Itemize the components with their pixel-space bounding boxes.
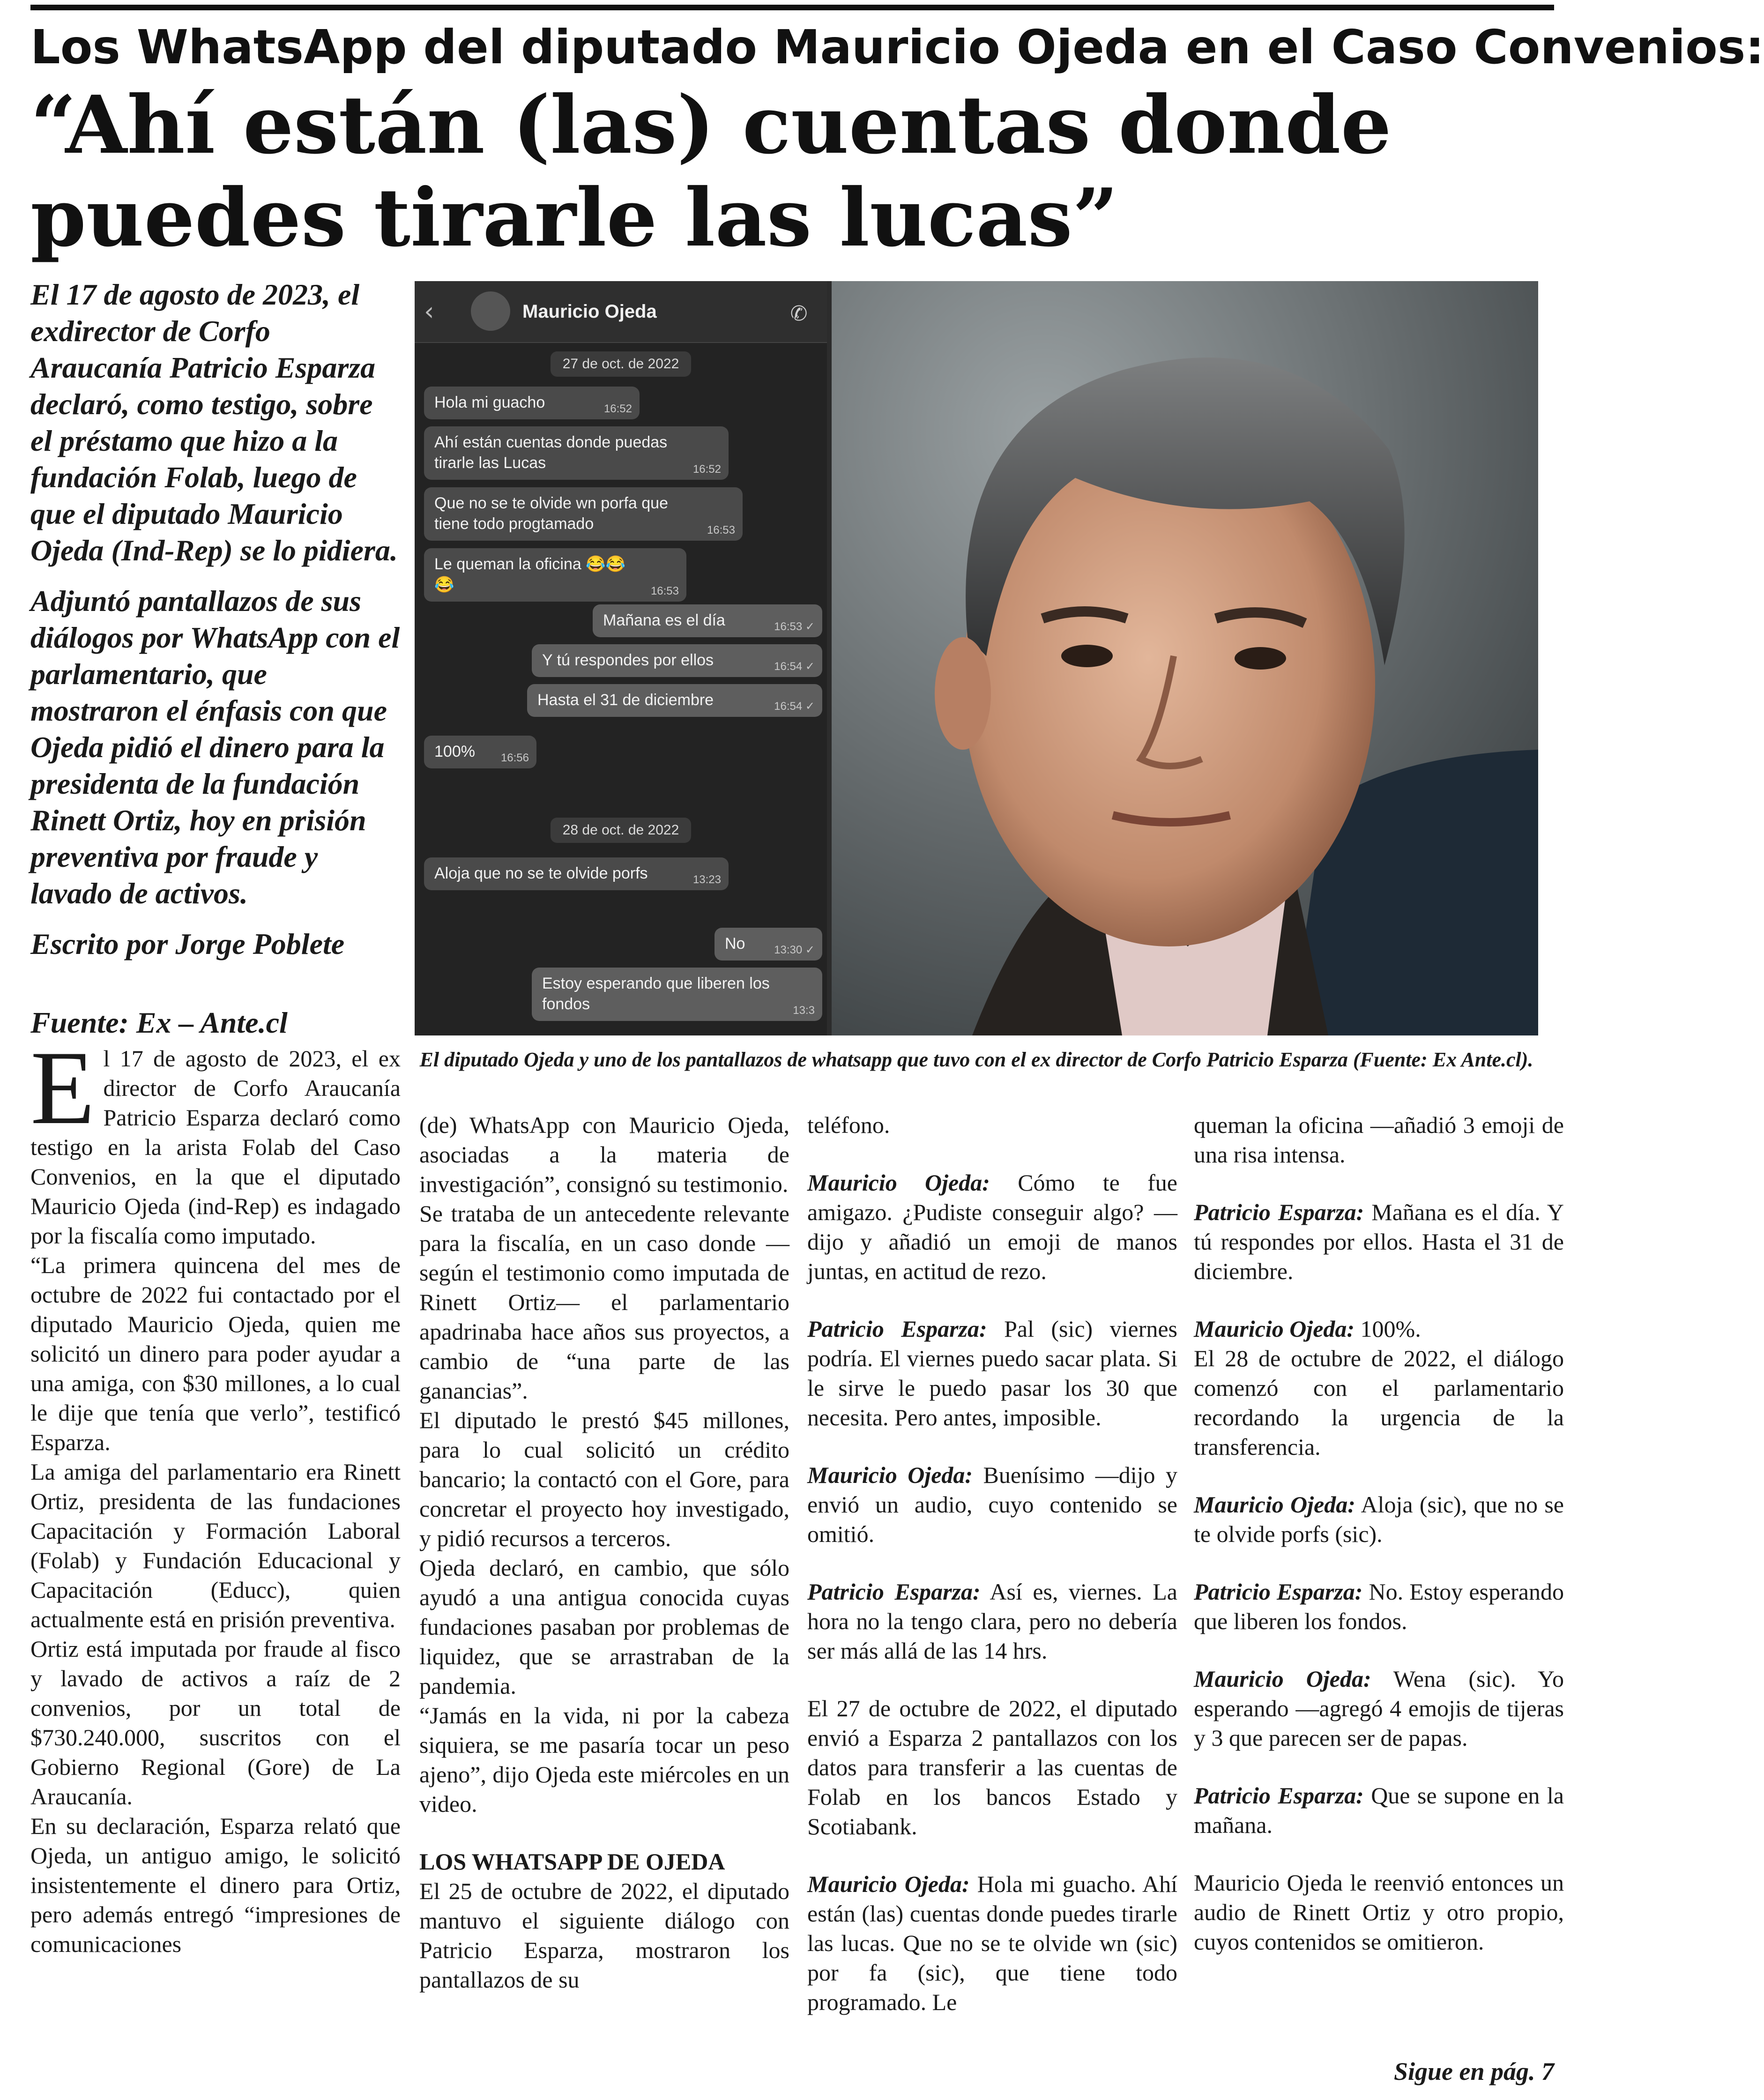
dialogue-line: Patricio Esparza: No. Estoy esperando que liberen los fondos. (1194, 1579, 1564, 1634)
dialogue-line: Mauricio Ojeda: Aloja (sic), que no se te olvide porfs (sic). (1194, 1491, 1564, 1547)
date-separator: 27 de oct. de 2022 (551, 351, 691, 377)
paragraph: Se trataba de un antecedente relevante para la fiscalía, en un caso donde —según el testimonio como imputada de Rinett Ortiz— el parlamentario apadrinaba hace años sus proyectos, a cambio de “una parte de las ganancias”. (419, 1200, 789, 1404)
chat-contact-name: Mauricio Ojeda (522, 301, 657, 322)
avatar (471, 291, 510, 331)
chat-message: Le queman la oficina 😂😂😂 16:53 (424, 548, 686, 602)
chat-message: 100% 16:56 (424, 736, 536, 768)
speaker-label: Patricio Esparza: (807, 1316, 987, 1342)
paragraph: La amiga del parlamentario era Rinett Ortiz, presidenta de las fundaciones Capacitación y Formación Laboral (Folab) y Fundación Educacional y Capacitación (Educc), quien actualmente está en prisión preventiva. (30, 1459, 401, 1632)
paragraph: Mauricio Ojeda le reenvió entonces un audio de Rinett Ortiz y otro propio, cuyos contenidos se omitieron. (1194, 1869, 1564, 1955)
lede-paragraph-1: El 17 de agosto de 2023, el exdirector de Corfo Araucanía Patricio Esparza declaró, como testigo, sobre el préstamo que hizo a la fundación Folab, luego de que el diputado Mauricio Ojeda (Ind-Rep) se lo pidiera. (30, 278, 398, 567)
paragraph: queman la oficina —añadió 3 emoji de una risa intensa. (1194, 1112, 1564, 1168)
dialogue-line: Patricio Esparza: Pal (sic) viernes podría. El viernes puedo sacar plata. Si le sirve le puedo pasar los 30 que necesita. Pero antes, imposible. (807, 1316, 1177, 1430)
dialogue-line: Mauricio Ojeda: 100%. (1194, 1316, 1421, 1342)
article-column-4 (1194, 1110, 1564, 1957)
chat-header (415, 281, 827, 343)
section-subhead: LOS WHATSAPP DE OJEDA (419, 1848, 725, 1875)
article-column-2 (419, 1110, 789, 1995)
photo-caption: El diputado Ojeda y uno de los pantallazos de whatsapp que tuvo con el ex director de Corfo Patricio Esparza (Fuente: Ex Ante.cl). (419, 1048, 1533, 1071)
headline: “Ahí están (las) cuentas donde puedes tirarle las lucas” (30, 78, 1392, 265)
speaker-label: Patricio Esparza: (1194, 1579, 1363, 1605)
chat-message: Ahí están cuentas donde puedas tirarle las Lucas 16:52 (424, 426, 729, 480)
speaker-label: Mauricio Ojeda: (1194, 1666, 1371, 1692)
dialogue-line: Patricio Esparza: Así es, viernes. La hora no la tengo clara, pero no debería ser más allá de las 14 hrs. (807, 1579, 1177, 1664)
dialogue-line: Mauricio Ojeda: Wena (sic). Yo esperando —agregó 4 emojis de tijeras y 3 que parecen ser de papas. (1194, 1666, 1564, 1751)
paragraph: “La primera quincena del mes de octubre de 2022 fui contactado por el diputado Mauricio Ojeda, quien me solicitó un dinero para poder ayudar a una amiga, con $30 millones, a lo cual le dije que tenía que verlo”, testificó Esparza. (30, 1252, 401, 1455)
paragraph: En su declaración, Esparza relató que Ojeda, un antiguo amigo, le solicitó insistentemente el dinero para Ortiz, pero además entregó “impresiones de comunicaciones (30, 1813, 401, 1957)
chat-message: Que no se te olvide wn porfa que tiene todo progtamado 16:53 (424, 487, 743, 541)
dialogue-line: Patricio Esparza: Mañana es el día. Y tú respondes por ellos. Hasta el 31 de diciembre. (1194, 1199, 1564, 1284)
speaker-label: Mauricio Ojeda: (1194, 1491, 1355, 1518)
chat-message: Hasta el 31 de diciembre 16:54 ✓ (527, 684, 822, 717)
dialogue-line: Mauricio Ojeda: Cómo te fue amigazo. ¿Pudiste conseguir algo? —dijo y añadió un emoji de manos juntas, en actitud de rezo. (807, 1169, 1178, 1284)
dialogue-line: Mauricio Ojeda: Hola mi guacho. Ahí están (las) cuentas donde puedes tirarle las lucas. Que no se te olvide wn (sic) por fa (sic), que tiene todo programado. Le (807, 1871, 1178, 2015)
top-rule (30, 5, 1554, 10)
lede (30, 276, 401, 1041)
chat-message: Aloja que no se te olvide porfs 13:23 (424, 857, 729, 890)
speaker-label: Patricio Esparza: (807, 1579, 981, 1605)
dialogue-line: Patricio Esparza: Que se supone en la mañana. (1194, 1782, 1564, 1838)
chat-message: Hola mi guacho 16:52 (424, 387, 640, 419)
byline: Escrito por Jorge Poblete (30, 927, 345, 961)
chevron-left-icon: ‹ (424, 297, 434, 326)
article-column-1 (30, 1029, 401, 1959)
speaker-label: Mauricio Ojeda: (1194, 1316, 1355, 1342)
chat-message: Estoy esperando que liberen los fondos 13:3 (532, 968, 822, 1021)
paragraph: El 17 de agosto de 2023, el ex director de Corfo Araucanía Patricio Esparza declaró como testigo en la arista Folab del Caso Convenios, en la que el diputado Mauricio Ojeda (ind-Rep) es indagado por la fiscalía como imputado. (30, 1029, 401, 1249)
paragraph: “Jamás en la vida, ni por la cabeza siquiera, se me pasaría tocar un peso ajeno”, dijo Ojeda este miércoles en un video. (419, 1702, 789, 1817)
kicker: Los WhatsApp del diputado Mauricio Ojeda en el Caso Convenios: (30, 20, 1764, 74)
lede-paragraph-2: Adjuntó pantallazos de sus diálogos por WhatsApp con el parlamentario, que mostraron el énfasis con que Ojeda pidió el dinero para la presidenta de la fundación Rinett Ortiz, hoy en prisión preventiva por fraude y lavado de activos. (30, 584, 400, 910)
phone-icon: ✆ (790, 302, 808, 326)
paragraph: El 25 de octubre de 2022, el diputado mantuvo el siguiente diálogo con Patricio Esparza, mostraron los pantallazos de su (419, 1878, 789, 1993)
chat-message: Mañana es el día 16:53 ✓ (593, 604, 822, 637)
source-credit: Fuente: Ex – Ante.cl (30, 1006, 288, 1039)
portrait-photo (832, 281, 1538, 1035)
dialogue-line: Mauricio Ojeda: Buenísimo —dijo y envió un audio, cuyo contenido se omitió. (807, 1462, 1177, 1547)
chat-message: Y tú respondes por ellos 16:54 ✓ (532, 644, 822, 677)
whatsapp-screenshot (415, 281, 827, 1035)
speaker-label: Mauricio Ojeda: (807, 1871, 970, 1897)
paragraph: Ojeda declaró, en cambio, que sólo ayudó a una antigua conocida cuyas fundaciones pasaban por problemas de liquidez, que se arrastraban de la pandemia. (419, 1555, 789, 1699)
speaker-label: Mauricio Ojeda: (807, 1169, 990, 1196)
portrait-illustration (832, 281, 1538, 1035)
chat-message: No 13:30 ✓ (715, 928, 822, 961)
continued-on-page[interactable]: Sigue en pág. 7 (1393, 2057, 1554, 2085)
paragraph: (de) WhatsApp con Mauricio Ojeda, asociadas a la materia de investigación”, consignó su testimonio. (419, 1112, 789, 1197)
paragraph: teléfono. (807, 1112, 890, 1138)
article-column-3 (807, 1110, 1177, 2017)
speaker-label: Mauricio Ojeda: (807, 1462, 973, 1488)
paragraph: Ortiz está imputada por fraude al fisco y lavado de activos a raíz de 2 convenios, por un total de $730.240.000, suscritos con el Gobierno Regional (Gore) de La Araucanía. (30, 1636, 401, 1810)
speaker-label: Patricio Esparza: (1194, 1782, 1364, 1809)
feature-photo (415, 281, 1538, 1035)
paragraph: El 27 de octubre de 2022, el diputado envió a Esparza 2 pantallazos con los datos para transferir a las cuentas de Folab en los bancos Estado y Scotiabank. (807, 1695, 1177, 1839)
paragraph: El 28 de octubre de 2022, el diálogo comenzó con el parlamentario recordando la urgencia de la transferencia. (1194, 1345, 1564, 1460)
date-separator: 28 de oct. de 2022 (551, 818, 691, 843)
speaker-label: Patricio Esparza: (1194, 1199, 1364, 1225)
paragraph: El diputado le prestó $45 millones, para lo cual solicitó un crédito bancario; la contactó con el Gore, para concretar el proyecto hoy investigado, y pidió recursos a terceros. (419, 1407, 789, 1551)
drop-cap: E (30, 1029, 95, 1146)
